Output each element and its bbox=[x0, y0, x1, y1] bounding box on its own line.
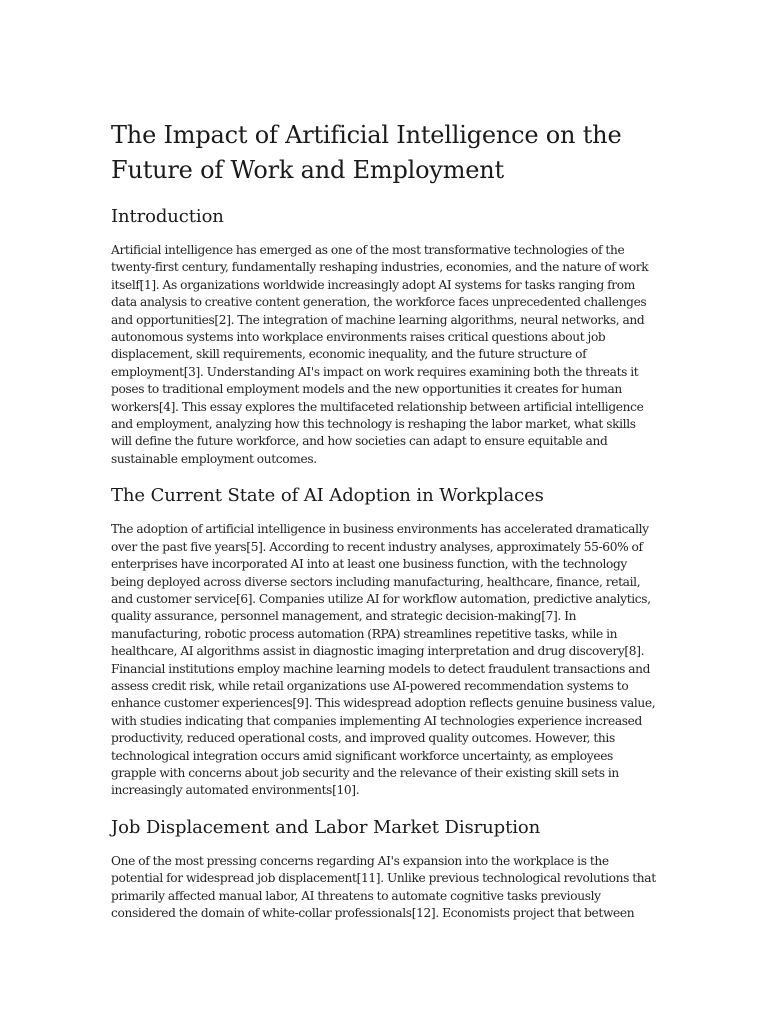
section-body-job-displacement: One of the most pressing concerns regarding AI's expansion into the workplace is the potential for widespread job displacement[11]. Unlike previous technological revolutions that primarily affected manual labor, AI threatens to automate cognitive tasks previously considered the domain of white-collar professionals[12]. Economists project that between bbox=[111, 853, 656, 920]
section-body-current-state: The adoption of artificial intelligence in business environments has accelerated dramatically over the past five years[5]. According to recent industry analyses, approximately 55-60% of enterprises have incorporated AI into at least one business function, with the technology being deployed across diverse sectors including manufacturing, healthcare, finance, retail, and customer service[6]. Companies utilize AI for workflow automation, predictive analytics, quality assurance, personnel management, and strategic decision-making[7]. In manufacturing, robotic process automation (RPA) streamlines repetitive tasks, while in healthcare, AI algorithms assist in diagnostic imaging interpretation and drug discovery[8]. Financial institutions employ machine learning models to detect fraudulent transactions and assess credit risk, while retail organizations use AI-powered recommendation systems to enhance customer experiences[9]. This widespread adoption reflects genuine business value, with studies indicating that companies implementing AI technologies experience increased productivity, reduced operational costs, and improved quality outcomes. However, this technological integration occurs amid significant workforce uncertainty, as employees grapple with concerns about job security and the relevance of their existing skill sets in increasingly automated environments[10]. bbox=[111, 522, 656, 798]
document-page bbox=[111, 118, 659, 938]
section-heading-current-state: The Current State of AI Adoption in Workplaces bbox=[111, 485, 544, 507]
section-body-introduction: Artificial intelligence has emerged as one of the most transformative technologies of the twenty-first century, fundamentally reshaping industries, economies, and the nature of work itself[1]. As organizations worldwide increasingly adopt AI systems for tasks ranging from data analysis to creative content generation, the workforce faces unprecedented challenges and opportunities[2]. The integration of machine learning algorithms, neural networks, and autonomous systems into workplace environments raises critical questions about job displacement, skill requirements, economic inequality, and the future structure of employment[3]. Understanding AI's impact on work requires examining both the threats it poses to traditional employment models and the new opportunities it creates for human workers[4]. This essay explores the multifaceted relationship between artificial intelligence and employment, analyzing how this technology is reshaping the labor market, what skills will define the future workforce, and how societies can adapt to ensure equitable and sustainable employment outcomes. bbox=[111, 243, 649, 466]
document-title: The Impact of Artificial Intelligence on the Future of Work and Employment bbox=[111, 121, 622, 184]
section-heading-job-displacement: Job Displacement and Labor Market Disruption bbox=[111, 816, 541, 838]
section-heading-introduction: Introduction bbox=[111, 206, 224, 227]
